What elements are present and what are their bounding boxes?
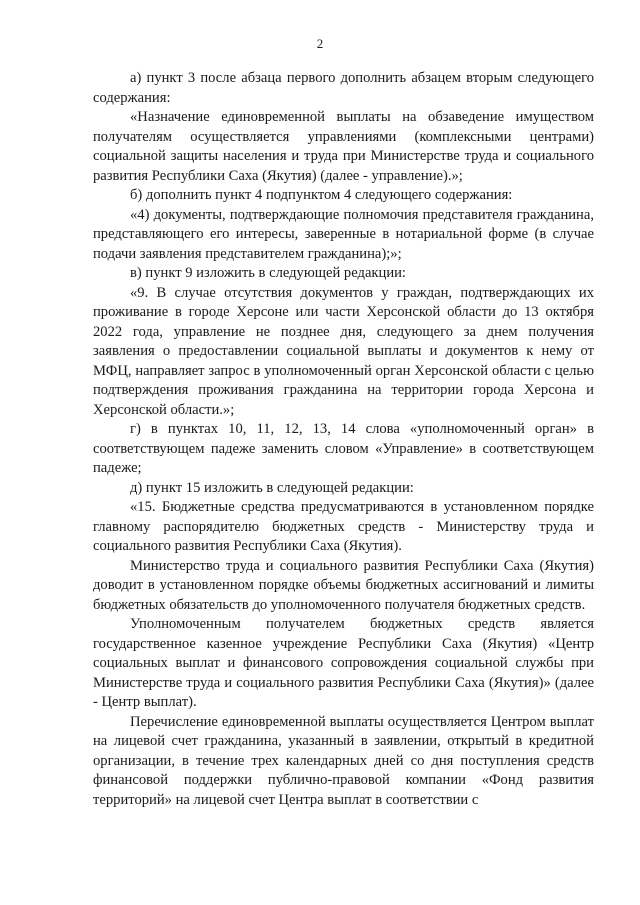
paragraph-b: б) дополнить пункт 4 подпунктом 4 следующего содержания:: [130, 187, 513, 203]
paragraph-d-quote-2: Министерство труда и социального развития Республики Саха (Якутия) доводит в установленном порядке объемы бюджетных ассигнований и лимиты бюджетных обязательств до уполномоченного получателя бюджетных средств.: [93, 557, 594, 613]
paragraph-d: д) пункт 15 изложить в следующей редакции:: [130, 479, 414, 496]
paragraph-a-quote: «Назначение единовременной выплаты на обзаведение имуществом получателям осуществляется управлениями (комплексными центрами) социальной защиты населения и труда при Министерстве труда и социального развития Республики Саха (Якутия) (далее - управление).»;: [93, 109, 594, 184]
paragraph-d-quote-1: «15. Бюджетные средства предусматриваются в установленном порядке главному распорядителю бюджетных средств - Министерству труда и социального развития Республики Саха (Якутия).: [93, 499, 594, 554]
paragraph-g: г) в пунктах 10, 11, 12, 13, 14 слова «уполномоченный орган» в соответствующем падеже заменить словом «Управление» в соответствующем падеже;: [93, 421, 594, 476]
paragraph-c: в) пункт 9 изложить в следующей редакции:: [130, 265, 406, 281]
paragraph-b-quote: «4) документы, подтверждающие полномочия представителя гражданина, представляющего его интересы, заверенные в нотариальной форме (в случае подачи заявления представителем гражданина);»;: [93, 206, 594, 262]
paragraph-a: а) пункт 3 после абзаца первого дополнить абзацем вторым следующего содержания:: [93, 70, 594, 106]
paragraph-d-quote-4: Перечисление единовременной выплаты осуществляется Центром выплат на лицевой счет гражданина, указанный в заявлении, открытый в кредитной организации, в течение трех календарных дней со дня поступления средств финансовой поддержки публично-правовой компании «Фонд развития территорий» на лицевой счет Центра выплат в соответствии с: [93, 713, 594, 808]
paragraph-c-quote: «9. В случае отсутствия документов у граждан, подтверждающих их проживание в городе Херсоне или части Херсонской области до 13 октября 2022 года, управление не позднее дня, следующего за днем получения заявления о предоставлении социальной выплаты и документов к нему от МФЦ, направляет запрос в уполномоченный орган Херсонской области с целью подтверждения проживания гражданина на территории города Херсона и Херсонской области.»;: [93, 284, 594, 418]
page-number: 2: [316, 36, 324, 51]
document-body: [93, 69, 594, 810]
paragraph-d-quote-3: Уполномоченным получателем бюджетных средств является государственное казенное учреждение Республики Саха (Якутия) «Центр социальных выплат и финансового сопровождения социальной службы при Министерстве труда и социального развития Республики Саха (Якутия)» (далее - Центр выплат).: [93, 616, 594, 710]
